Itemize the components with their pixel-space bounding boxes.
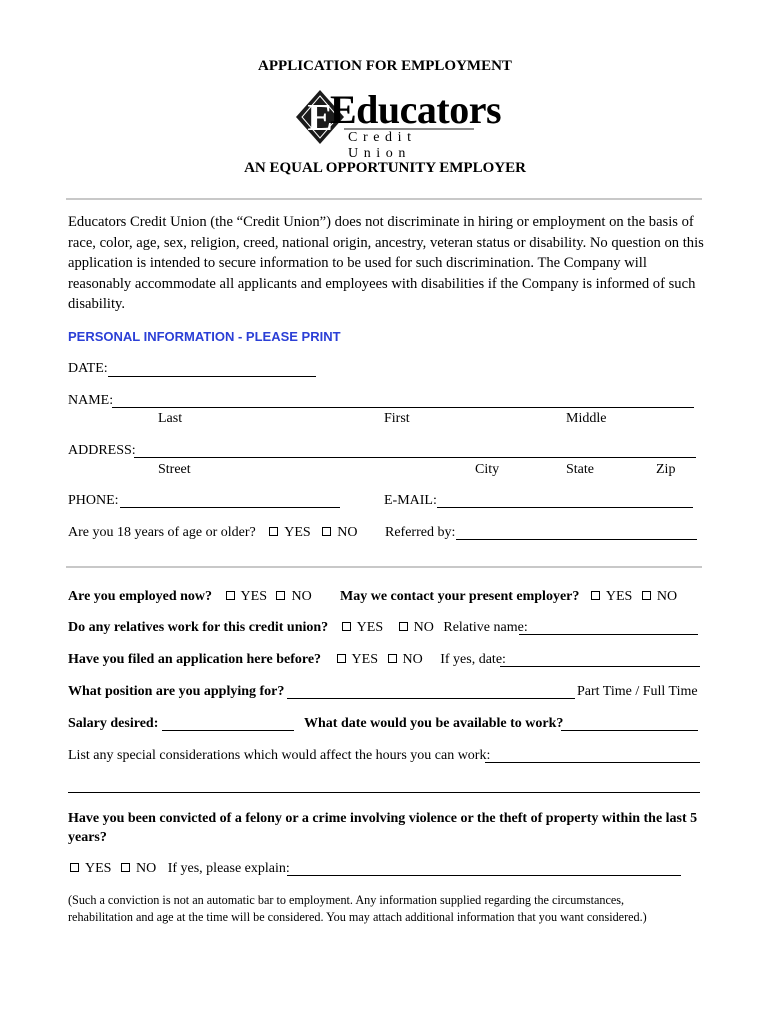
employed-question: Are you employed now? bbox=[68, 589, 213, 604]
contact-no-checkbox[interactable] bbox=[642, 591, 651, 600]
contact-row bbox=[340, 589, 677, 605]
relatives-no-checkbox[interactable] bbox=[399, 622, 408, 631]
equal-opportunity-subtitle: AN EQUAL OPPORTUNITY EMPLOYER bbox=[244, 160, 526, 176]
contact-yes-label: YES bbox=[605, 589, 633, 604]
name-field[interactable] bbox=[112, 407, 694, 408]
age-no-checkbox[interactable] bbox=[322, 527, 331, 536]
special-considerations-field[interactable] bbox=[485, 762, 700, 763]
address-field[interactable] bbox=[134, 457, 696, 458]
part-full-time-label: Part Time / Full Time bbox=[577, 684, 698, 699]
employed-row bbox=[68, 589, 312, 605]
name-middle-caption: Middle bbox=[566, 411, 607, 426]
employed-yes-label: YES bbox=[240, 589, 267, 604]
available-question: What date would you be available to work? bbox=[304, 716, 564, 731]
address-state-caption: State bbox=[566, 462, 594, 477]
filed-no-checkbox[interactable] bbox=[388, 654, 397, 663]
available-date-field[interactable] bbox=[561, 730, 698, 731]
age-yes-checkbox[interactable] bbox=[269, 527, 278, 536]
phone-field[interactable] bbox=[120, 507, 340, 508]
educators-logo bbox=[292, 86, 502, 161]
section-title: PERSONAL INFORMATION - PLEASE PRINT bbox=[68, 329, 341, 344]
relative-name-label: Relative name: bbox=[443, 620, 528, 635]
relatives-no-label: NO bbox=[413, 620, 434, 635]
conviction-note-line2: rehabilitation and age at the time will be considered. You may attach additional information that you want considered.) bbox=[68, 910, 647, 924]
divider bbox=[66, 566, 702, 568]
email-field[interactable] bbox=[437, 507, 693, 508]
employed-yes-checkbox[interactable] bbox=[226, 591, 235, 600]
filed-row bbox=[68, 652, 506, 668]
relatives-question: Do any relatives work for this credit union? bbox=[68, 620, 329, 635]
address-city-caption: City bbox=[475, 462, 500, 477]
intro-paragraph: Educators Credit Union (the “Credit Union”) does not discriminate in hiring or employment on the basis of race, color, age, sex, religion, creed, national origin, ancestry, veteran status or disability. No question on this application is intended to secure information to be used for such discrimination. The Company will reasonably accommodate all applicants and employees with disabilities if the Company is informed of such disability. bbox=[68, 214, 704, 312]
salary-question: Salary desired: bbox=[68, 716, 159, 731]
address-street-caption: Street bbox=[158, 462, 191, 477]
conviction-note-line1: (Such a conviction is not an automatic bar to employment. Any information supplied regarding the circumstances, bbox=[68, 893, 625, 907]
age-row bbox=[68, 525, 357, 541]
age-no-label: NO bbox=[337, 525, 358, 540]
filed-yes-checkbox[interactable] bbox=[337, 654, 346, 663]
felony-explain-label: If yes, please explain: bbox=[167, 861, 290, 876]
filed-yes-label: YES bbox=[351, 652, 378, 667]
contact-question: May we contact your present employer? bbox=[340, 589, 580, 604]
employed-no-checkbox[interactable] bbox=[276, 591, 285, 600]
age-question: Are you 18 years of age or older? bbox=[68, 525, 256, 540]
felony-no-checkbox[interactable] bbox=[121, 863, 130, 872]
filed-date-field[interactable] bbox=[500, 666, 700, 667]
felony-question-line1: Have you been convicted of a felony or a crime involving violence or the theft of property within the last 5 bbox=[68, 811, 698, 826]
email-label: E-MAIL: bbox=[384, 493, 437, 508]
position-field[interactable] bbox=[287, 698, 575, 699]
form-title: APPLICATION FOR EMPLOYMENT bbox=[258, 58, 512, 74]
address-label: ADDRESS: bbox=[68, 443, 136, 458]
felony-question-line2: years? bbox=[68, 830, 107, 845]
age-yes-label: YES bbox=[284, 525, 311, 540]
logo-brand-text: Educators bbox=[330, 87, 502, 132]
relative-name-field[interactable] bbox=[519, 634, 698, 635]
filed-question: Have you filed an application here before? bbox=[68, 652, 322, 667]
date-field[interactable] bbox=[108, 376, 316, 377]
special-considerations-question: List any special considerations which would affect the hours you can work: bbox=[68, 748, 491, 763]
special-considerations-field-2[interactable] bbox=[68, 792, 700, 793]
logo-sub-text: Credit Union bbox=[348, 130, 417, 161]
position-question: What position are you applying for? bbox=[68, 684, 285, 699]
phone-label: PHONE: bbox=[68, 493, 119, 508]
divider bbox=[66, 198, 702, 200]
felony-answer-row bbox=[70, 861, 290, 877]
name-first-caption: First bbox=[384, 411, 410, 426]
contact-yes-checkbox[interactable] bbox=[591, 591, 600, 600]
felony-yes-label: YES bbox=[85, 861, 112, 876]
relatives-yes-checkbox[interactable] bbox=[342, 622, 351, 631]
salary-field[interactable] bbox=[162, 730, 294, 731]
felony-yes-checkbox[interactable] bbox=[70, 863, 79, 872]
felony-no-label: NO bbox=[135, 861, 157, 876]
svg-text:E: E bbox=[307, 97, 333, 139]
referred-label: Referred by: bbox=[385, 525, 456, 540]
name-label: NAME: bbox=[68, 393, 114, 408]
filed-no-label: NO bbox=[402, 652, 423, 667]
referred-field[interactable] bbox=[456, 539, 697, 540]
relatives-yes-label: YES bbox=[356, 620, 384, 635]
if-yes-date-label: If yes, date: bbox=[440, 652, 506, 667]
relatives-row bbox=[68, 620, 528, 636]
felony-explain-field[interactable] bbox=[287, 875, 681, 876]
date-label: DATE: bbox=[68, 361, 108, 376]
contact-no-label: NO bbox=[656, 589, 678, 604]
name-last-caption: Last bbox=[158, 411, 183, 426]
employed-no-label: NO bbox=[291, 589, 312, 604]
address-zip-caption: Zip bbox=[656, 462, 676, 477]
